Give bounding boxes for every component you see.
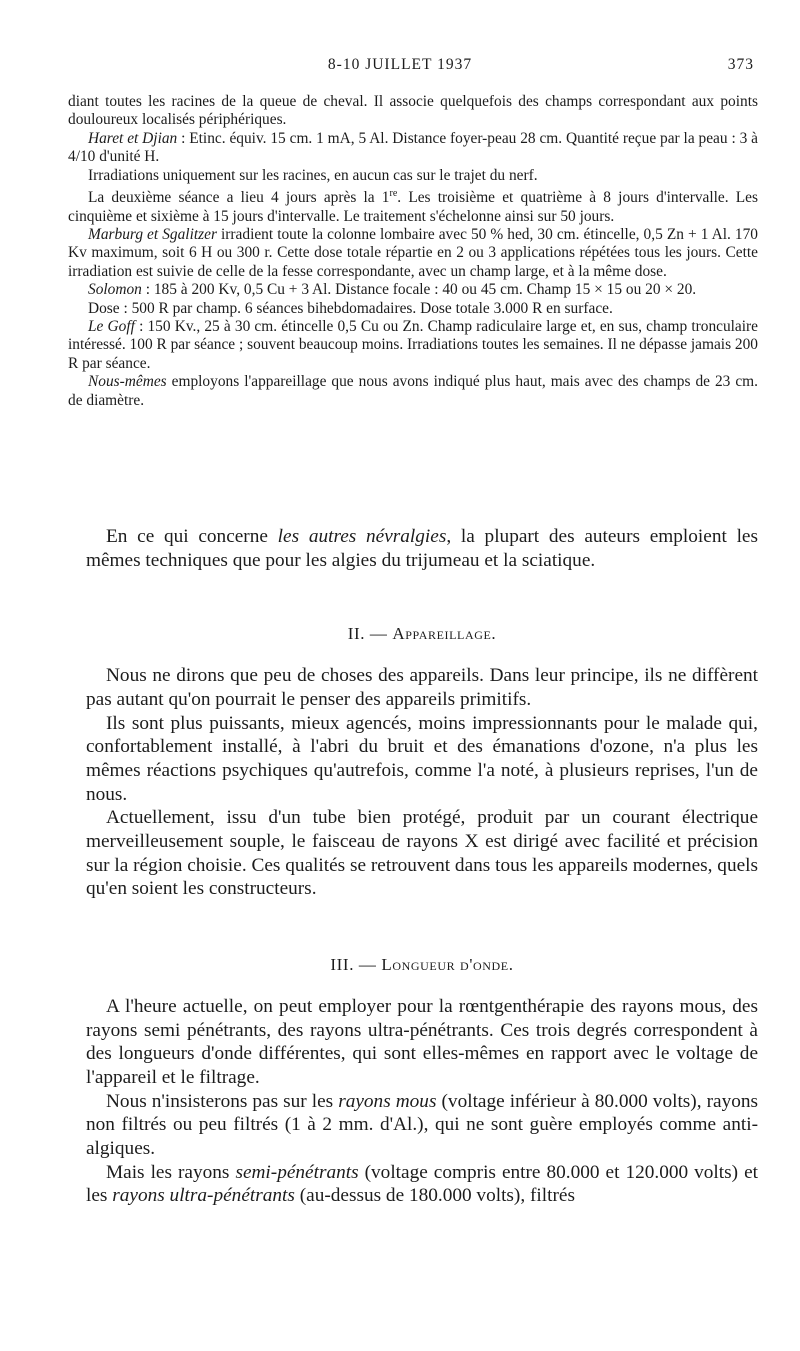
paragraph-nous-memes: Nous-mêmes employons l'appareillage que nous avons indiqué plus haut, mais avec des champs de 23 cm. de diamètre. — [68, 373, 758, 409]
author-name: Haret et Djian — [88, 129, 178, 147]
section-heading-appareillage: II. — Appareillage. — [347, 624, 497, 644]
paragraph-cauda: diant toutes les racines de la queue de cheval. Il associe quelquefois des champs correspondant aux points douloureux localisés périphériques. — [68, 93, 758, 129]
header-date: 8-10 JUILLET 1937 — [327, 56, 473, 73]
paragraph-irradiations: Irradiations uniquement sur les racines, en aucun cas sur le trajet du nerf. — [88, 166, 538, 184]
paragraph-semi-penetrants: Mais les rayons semi-pénétrants (voltage compris entre 80.000 et 120.000 volts) et les rayons ultra-pénétrants (au-dessus de 180.000 volts), filtrés — [86, 1161, 758, 1207]
main-text-block — [86, 525, 758, 1208]
author-name: Marburg et Sgalitzer — [88, 225, 217, 243]
author-name: Solomon — [88, 281, 142, 299]
paragraph-appareils: Nous ne dirons que peu de choses des appareils. Dans leur principe, ils ne diffèrent pas autant qu'on pourrait le penser des appareils primitifs. — [86, 665, 758, 710]
paragraph-heure-actuelle: A l'heure actuelle, on peut employer pour la rœntgenthérapie des rayons mous, des rayons semi pénétrants, des rayons ultra-pénétrants. Ces trois degrés correspondent à des longueurs d'onde différentes, qui sont elles-mêmes en rapport avec le voltage de l'appareil et le filtrage. — [86, 995, 758, 1088]
section-heading-longueur-onde: III. — Longueur d'onde. — [330, 955, 514, 975]
paragraph-haret-djian: Haret et Djian : Etinc. équiv. 15 cm. 1 mA, 5 Al. Distance foyer-peau 28 cm. Quantité reçue par la peau : 3 à 4/10 d'unité H. — [68, 129, 758, 166]
paragraph-marburg-sgalitzer: Marburg et Sgalitzer irradient toute la colonne lombaire avec 50 % hed, 30 cm. étincelle, 0,5 Zn + 1 Al. 170 Kv maximum, soit 6 H ou 300 r. Cette dose totale répartie en 2 ou 3 applications répétées tous les jours. Cette irradiation est suivie de celle de la fesse correspondante, avec un champ large, et à la même dose. — [68, 225, 758, 280]
page-number: 373 — [727, 56, 754, 73]
author-name: Nous-mêmes — [88, 373, 167, 391]
paragraph-solomon: Solomon : 185 à 200 Kv, 0,5 Cu + 3 Al. Distance focale : 40 ou 45 cm. Champ 15 × 15 ou 20 × 20. — [88, 281, 697, 299]
paragraph-rayons-mous: Nous n'insisterons pas sur les rayons mous (voltage inférieur à 80.000 volts), rayons non filtrés ou peu filtrés (1 à 2 mm. d'Al.), qui ne sont guère employés comme anti-algiques. — [86, 1090, 758, 1160]
paragraph-actuellement: Actuellement, issu d'un tube bien protégé, produit par un courant électrique merveilleusement souple, le faisceau de rayons X est dirigé avec facilité et précision sur la région choisie. Ces qualités se retrouvent dans tous les appareils modernes, quels qu'en soient les constructeurs. — [86, 807, 759, 900]
paragraph-puissants: Ils sont plus puissants, mieux agencés, moins impressionnants pour le malade qui, confortablement installé, à l'abri du bruit et des émanations d'ozone, n'a plus les mêmes réactions psychiques qu'autrefois, comme l'a noté, à plusieurs reprises, l'un de nous. — [86, 712, 758, 805]
paragraph-le-goff: Le Goff : 150 Kv., 25 à 30 cm. étincelle 0,5 Cu ou Zn. Champ radiculaire large et, en sus, champ tronculaire intéressé. 100 R par séance ; souvent beaucoup moins. Irradiations toutes les semaines. Il ne dépasse jamais 200 R par séance. — [68, 318, 758, 372]
author-name: Le Goff — [88, 318, 135, 335]
small-print-block — [68, 93, 758, 410]
running-header — [0, 54, 800, 80]
paragraph-schedule: La deuxième séance a lieu 4 jours après la 1re. Les troisième et quatrième à 8 jours d'intervalle. Les cinquième et sixième à 15 jours d'intervalle. Le traitement s'échelonne ainsi sur 50 jours. — [68, 188, 758, 225]
paragraph-dose: Dose : 500 R par champ. 6 séances bihebdomadaires. Dose totale 3.000 R en surface. — [88, 299, 613, 317]
paragraph-other-neuralgias: En ce qui concerne les autres névralgies, la plupart des auteurs emploient les mêmes techniques que pour les algies du trijumeau et la sciatique. — [86, 526, 758, 571]
